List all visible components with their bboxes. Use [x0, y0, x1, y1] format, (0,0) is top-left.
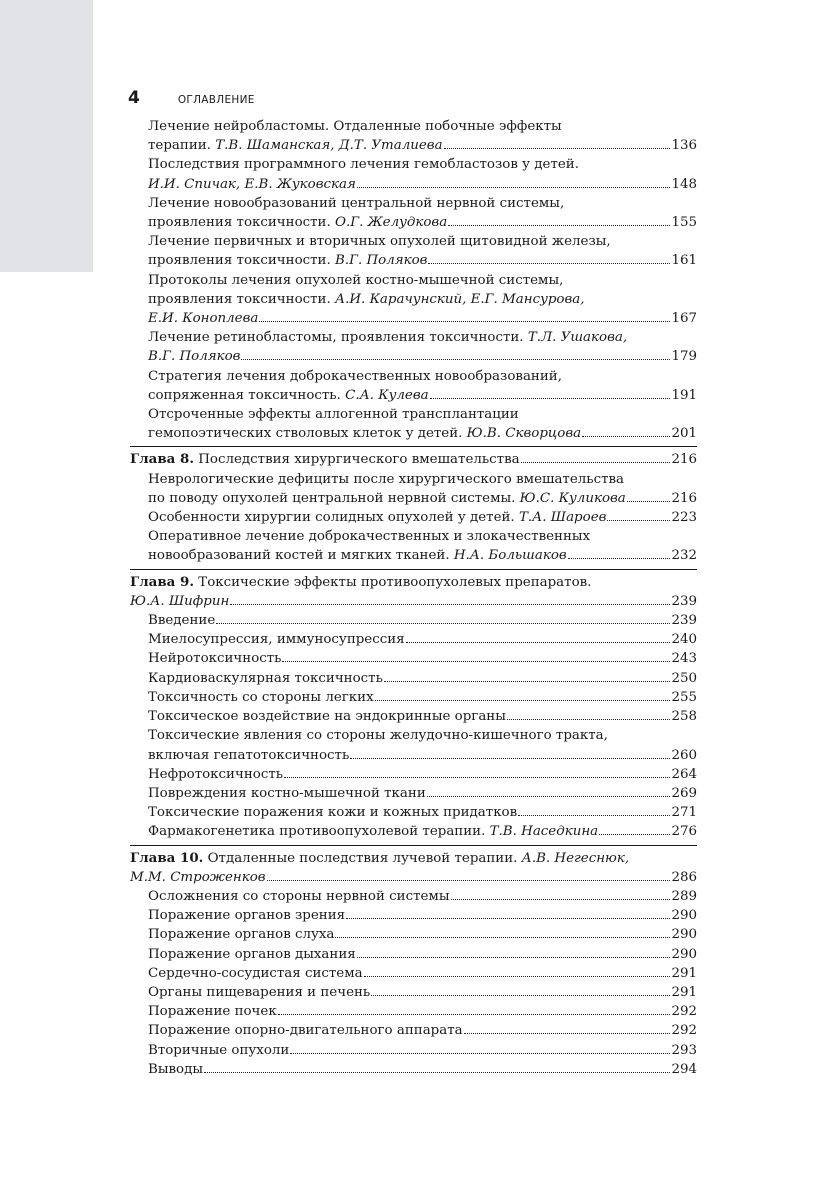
dot-leader [204, 1072, 670, 1073]
page-number: 4 [128, 88, 140, 108]
toc-entry-title: гемопоэтических стволовых клеток у детей. Ю.В. Скворцова [148, 426, 582, 442]
toc-entry-line: проявления токсичности. А.И. Карачунский, Е.Г. Мансурова, [148, 291, 585, 307]
toc-entry-title: Сердечно-сосудистая система [148, 965, 363, 981]
toc-entry-last-line [130, 868, 697, 887]
toc-entry-title: Токсические поражения кожи и кожных придатков [148, 805, 518, 821]
toc-entry-last-line [148, 251, 697, 270]
toc-entry-line: Глава 10. Отдаленные последствия лучевой терапии. А.В. Негеснюк, [130, 849, 630, 866]
toc-entry-title: терапии. Т.В. Шаманская, Д.Т. Уталиева [148, 138, 443, 154]
toc-entry[interactable] [130, 1002, 697, 1021]
toc-entry[interactable] [130, 155, 697, 193]
dot-leader [427, 796, 671, 797]
page-ref: 258 [671, 709, 697, 725]
toc-entry[interactable] [130, 945, 697, 964]
page-ref: 269 [671, 785, 697, 801]
chapter-label: Глава 9. [130, 573, 194, 590]
toc-entry-title: Фармакогенетика противоопухолевой терапии. Т.В. Наседкина [148, 824, 599, 840]
page-ref: 255 [671, 689, 697, 705]
toc-entry-title: Токсическое воздействие на эндокринные органы [148, 709, 506, 725]
page-ref: 291 [671, 965, 697, 981]
toc-entry-last-line [148, 1060, 697, 1079]
toc-entry-title: Особенности хирургии солидных опухолей у детей. Т.А. Шароев [148, 510, 607, 526]
toc-entry-title [148, 347, 240, 366]
toc-entry[interactable] [130, 367, 697, 405]
toc-entry-title: Кардиоваскулярная токсичность [148, 670, 383, 686]
toc-entry-title: Токсичность со стороны легких [148, 689, 374, 705]
toc-entry[interactable] [130, 1041, 697, 1060]
toc-entry-last-line [148, 784, 697, 803]
dot-leader [364, 976, 671, 977]
toc-entry-line: Лечение ретинобластомы, проявления токсичности. Т.Л. Ушакова, [148, 330, 628, 346]
toc-chapter-entry[interactable] [130, 450, 697, 469]
page-ref: 179 [671, 349, 697, 365]
dot-leader [448, 225, 670, 226]
author-names: Т.Л. Ушакова, [527, 330, 628, 346]
toc-entry[interactable] [130, 803, 697, 822]
toc-entry-line: Лечение первичных и вторичных опухолей щитовидной железы, [148, 234, 611, 250]
author-names: Ю.В. Скворцова [466, 426, 582, 442]
page-ref: 155 [671, 215, 697, 231]
dot-leader [241, 359, 670, 360]
toc-entry-title: Введение [148, 613, 216, 629]
dot-leader [350, 758, 670, 759]
author-names: Т.А. Шароев [518, 510, 607, 526]
chapter-divider [130, 446, 697, 447]
toc-chapter-entry[interactable] [130, 849, 697, 887]
page-ref: 290 [671, 908, 697, 924]
toc-entry-last-line [148, 175, 697, 194]
toc-entry[interactable] [130, 117, 697, 155]
toc-entry-line: Лечение нейробластомы. Отдаленные побочные эффекты [148, 119, 562, 134]
chapter-label: Глава 8. [130, 451, 194, 468]
author-names: Ю.А. Шифрин [130, 593, 230, 609]
dot-leader [290, 1053, 670, 1054]
toc-entry-line: Глава 9. Токсические эффекты противоопухолевых препаратов. [130, 573, 592, 590]
dot-leader [216, 623, 670, 624]
dot-leader [284, 777, 670, 778]
dot-leader [335, 937, 670, 938]
toc-entry-title: Поражение органов зрения [148, 908, 346, 924]
page-ref: 293 [671, 1042, 697, 1058]
dot-leader [507, 719, 671, 720]
toc-entry-last-line [148, 424, 697, 443]
toc-entry-title [148, 309, 258, 328]
page-ref: 240 [671, 632, 697, 648]
toc-entry-last-line [148, 309, 697, 328]
toc-entry[interactable] [130, 194, 697, 232]
toc-entry-title [148, 175, 356, 194]
page-ref: 216 [671, 452, 697, 468]
toc-entry-line: Оперативное лечение доброкачественных и злокачественных [148, 529, 591, 545]
dot-leader [518, 815, 670, 816]
toc-entry-last-line [148, 707, 697, 726]
page-ref: 191 [671, 387, 697, 403]
dot-leader [430, 398, 671, 399]
dot-leader [282, 661, 670, 662]
toc-entry[interactable] [130, 527, 697, 565]
toc-entry[interactable] [130, 707, 697, 726]
chapter-label: Глава 10. [130, 849, 204, 866]
page-ref: 289 [671, 888, 697, 904]
page-ref: 148 [671, 176, 697, 192]
page-ref: 290 [671, 946, 697, 962]
toc-entry-title: проявления токсичности. В.Г. Поляков [148, 253, 428, 269]
toc-entry[interactable] [130, 906, 697, 925]
toc-entry-line: Протоколы лечения опухолей костно-мышечной системы, [148, 272, 564, 288]
toc-entry-line: Токсические явления со стороны желудочно-кишечного тракта, [148, 728, 608, 744]
dot-leader [357, 187, 671, 188]
dot-leader [267, 880, 671, 881]
toc-entry-last-line [148, 1021, 697, 1040]
toc-entry-last-line [148, 983, 697, 1002]
dot-leader [384, 681, 671, 682]
toc-entry-line: Лечение новообразований центральной нервной системы, [148, 195, 565, 211]
toc-entry[interactable] [130, 405, 697, 443]
dot-leader [346, 918, 670, 919]
toc-entry-title: Поражение органов слуха [148, 927, 335, 943]
toc-entry-title: новообразований костей и мягких тканей. Н.А. Большаков [148, 548, 567, 564]
toc-entry-last-line [148, 508, 697, 527]
toc-entry-last-line [148, 546, 697, 565]
toc-entry-last-line [148, 906, 697, 925]
page-ref: 243 [671, 651, 697, 667]
toc-entry-title: проявления токсичности. О.Г. Желудкова [148, 215, 448, 231]
page-ref: 271 [671, 805, 697, 821]
toc-entry-title: Поражение органов дыхания [148, 946, 356, 962]
author-names: Т.В. Шаманская, Д.Т. Уталиева [215, 138, 443, 154]
toc-entry-title: Поражение почек [148, 1004, 277, 1020]
toc-entry-title: Миелосупрессия, иммуносупрессия [148, 632, 405, 648]
toc-chapter-entry[interactable] [130, 573, 697, 611]
page-ref: 292 [671, 1023, 697, 1039]
toc-entry-last-line [148, 964, 697, 983]
page-ref: 167 [671, 311, 697, 327]
toc-entry[interactable] [130, 1021, 697, 1040]
toc-entry-last-line [148, 630, 697, 649]
toc-entry-last-line [148, 1002, 697, 1021]
toc-entry-last-line [148, 649, 697, 668]
dot-leader [428, 263, 670, 264]
dot-leader [371, 995, 670, 996]
toc-entry[interactable] [130, 688, 697, 707]
toc-entry[interactable] [130, 1060, 697, 1079]
page-ref: 291 [671, 984, 697, 1000]
author-names: А.И. Карачунский, Е.Г. Мансурова, [334, 291, 585, 307]
author-names: С.А. Кулева [345, 387, 429, 403]
dot-leader [568, 558, 671, 559]
toc-entry-line: Неврологические дефициты после хирургического вмешательства [148, 471, 624, 487]
dot-leader [627, 501, 671, 502]
dot-leader [464, 1033, 671, 1034]
page-ref: 136 [671, 138, 697, 154]
toc-entry[interactable] [130, 765, 697, 784]
author-names: В.Г. Поляков [334, 253, 428, 269]
dot-leader [259, 321, 670, 322]
page-ref: 250 [671, 670, 697, 686]
toc-entry-last-line [130, 450, 697, 469]
toc-entry-last-line [148, 386, 697, 405]
toc-entry[interactable] [130, 669, 697, 688]
toc-entry-title: сопряженная токсичность. С.А. Кулева [148, 387, 429, 403]
toc-entry-last-line [148, 669, 697, 688]
toc-entry[interactable] [130, 271, 697, 329]
toc-entry-title: Повреждения костно-мышечной ткани [148, 785, 426, 801]
toc-entry[interactable] [130, 328, 697, 366]
dot-leader [582, 436, 670, 437]
toc-entry[interactable] [130, 822, 697, 841]
page-ref: 161 [671, 253, 697, 269]
toc-entry[interactable] [130, 726, 697, 764]
toc-entry[interactable] [130, 232, 697, 270]
running-header [128, 88, 255, 108]
toc-entry-last-line [148, 688, 697, 707]
toc-entry-last-line [148, 887, 697, 906]
page-ref: 294 [671, 1061, 697, 1077]
chapter-divider [130, 845, 697, 846]
toc-entry-title: Выводы [148, 1061, 204, 1077]
toc-entry[interactable] [130, 470, 697, 508]
toc-entry[interactable] [130, 630, 697, 649]
toc-entry-last-line [148, 213, 697, 232]
dot-leader [599, 834, 670, 835]
toc-entry[interactable] [130, 649, 697, 668]
toc-entry-title: Поражение опорно-двигательного аппарата [148, 1023, 463, 1039]
toc-entry-title [130, 592, 229, 611]
dot-leader [607, 520, 670, 521]
author-names: Е.И. Коноплева [148, 311, 259, 327]
dot-leader [278, 1014, 671, 1015]
page-ref: 264 [671, 766, 697, 782]
dot-leader [357, 957, 671, 958]
toc-entry[interactable] [130, 887, 697, 906]
toc-entry-title: Вторичные опухоли [148, 1042, 290, 1058]
page-ref: 276 [671, 824, 697, 840]
page-ref: 239 [671, 593, 697, 609]
toc-entry-title: по поводу опухолей центральной нервной системы. Ю.С. Куликова [148, 490, 626, 506]
dot-leader [444, 148, 671, 149]
toc-entry-line: Отсроченные эффекты аллогенной трансплантации [148, 407, 519, 423]
toc-entry[interactable] [130, 784, 697, 803]
margin-color-tab [0, 0, 93, 272]
toc-entry[interactable] [130, 611, 697, 630]
page-ref: 201 [671, 426, 697, 442]
dot-leader [521, 462, 671, 463]
toc-entry-last-line [148, 945, 697, 964]
toc-entry[interactable] [130, 508, 697, 527]
dot-leader [230, 604, 670, 605]
toc-entry-last-line [148, 822, 697, 841]
toc-entry-last-line [148, 925, 697, 944]
toc-entry-last-line [148, 136, 697, 155]
author-names: Н.А. Большаков [453, 548, 567, 564]
toc-entry-title: Осложнения со стороны нервной системы [148, 888, 450, 904]
toc-entry[interactable] [130, 964, 697, 983]
toc-entry[interactable] [130, 925, 697, 944]
dot-leader [375, 700, 671, 701]
toc-entry-title: Нефротоксичность [148, 766, 284, 782]
chapter-divider [130, 569, 697, 570]
toc-entry-line: Стратегия лечения доброкачественных новообразований, [148, 368, 562, 384]
author-names: И.И. Спичак, Е.В. Жуковская [148, 176, 356, 192]
page-ref: 260 [671, 747, 697, 763]
toc-entry-last-line [130, 592, 697, 611]
toc-entry-last-line [148, 347, 697, 366]
dot-leader [406, 642, 671, 643]
toc-entry-title: Глава 8. Последствия хирургического вмешательства [130, 451, 520, 468]
toc-entry-title: Нейротоксичность [148, 651, 282, 667]
toc-entry-title [130, 868, 266, 887]
toc-entry-last-line [148, 803, 697, 822]
toc-entry[interactable] [130, 983, 697, 1002]
page-ref: 290 [671, 927, 697, 943]
toc-entry-last-line [148, 1041, 697, 1060]
page-ref: 232 [671, 548, 697, 564]
page-ref: 239 [671, 613, 697, 629]
author-names: Т.В. Наседкина [489, 824, 599, 840]
page-ref: 223 [671, 510, 697, 526]
page-ref: 292 [671, 1004, 697, 1020]
dot-leader [451, 899, 671, 900]
toc-entry-line: Последствия программного лечения гемобластозов у детей. [148, 157, 579, 173]
running-title: ОГЛАВЛЕНИЕ [177, 94, 255, 106]
toc-entry-last-line [148, 489, 697, 508]
author-names: М.М. Строженков [130, 869, 266, 885]
author-names: Ю.С. Куликова [519, 490, 626, 506]
toc-entry-title: Органы пищеварения и печень [148, 984, 371, 1000]
toc-entry-last-line [148, 611, 697, 630]
toc-entry-title: включая гепатотоксичность [148, 747, 350, 763]
toc-entry-last-line [148, 746, 697, 765]
author-names: А.В. Негеснюк, [521, 850, 630, 866]
toc-entry-last-line [148, 765, 697, 784]
author-names: О.Г. Желудкова [334, 215, 448, 231]
page-ref: 216 [671, 490, 697, 506]
author-names: В.Г. Поляков [148, 349, 241, 365]
table-of-contents [130, 117, 697, 1079]
page-ref: 286 [671, 869, 697, 885]
